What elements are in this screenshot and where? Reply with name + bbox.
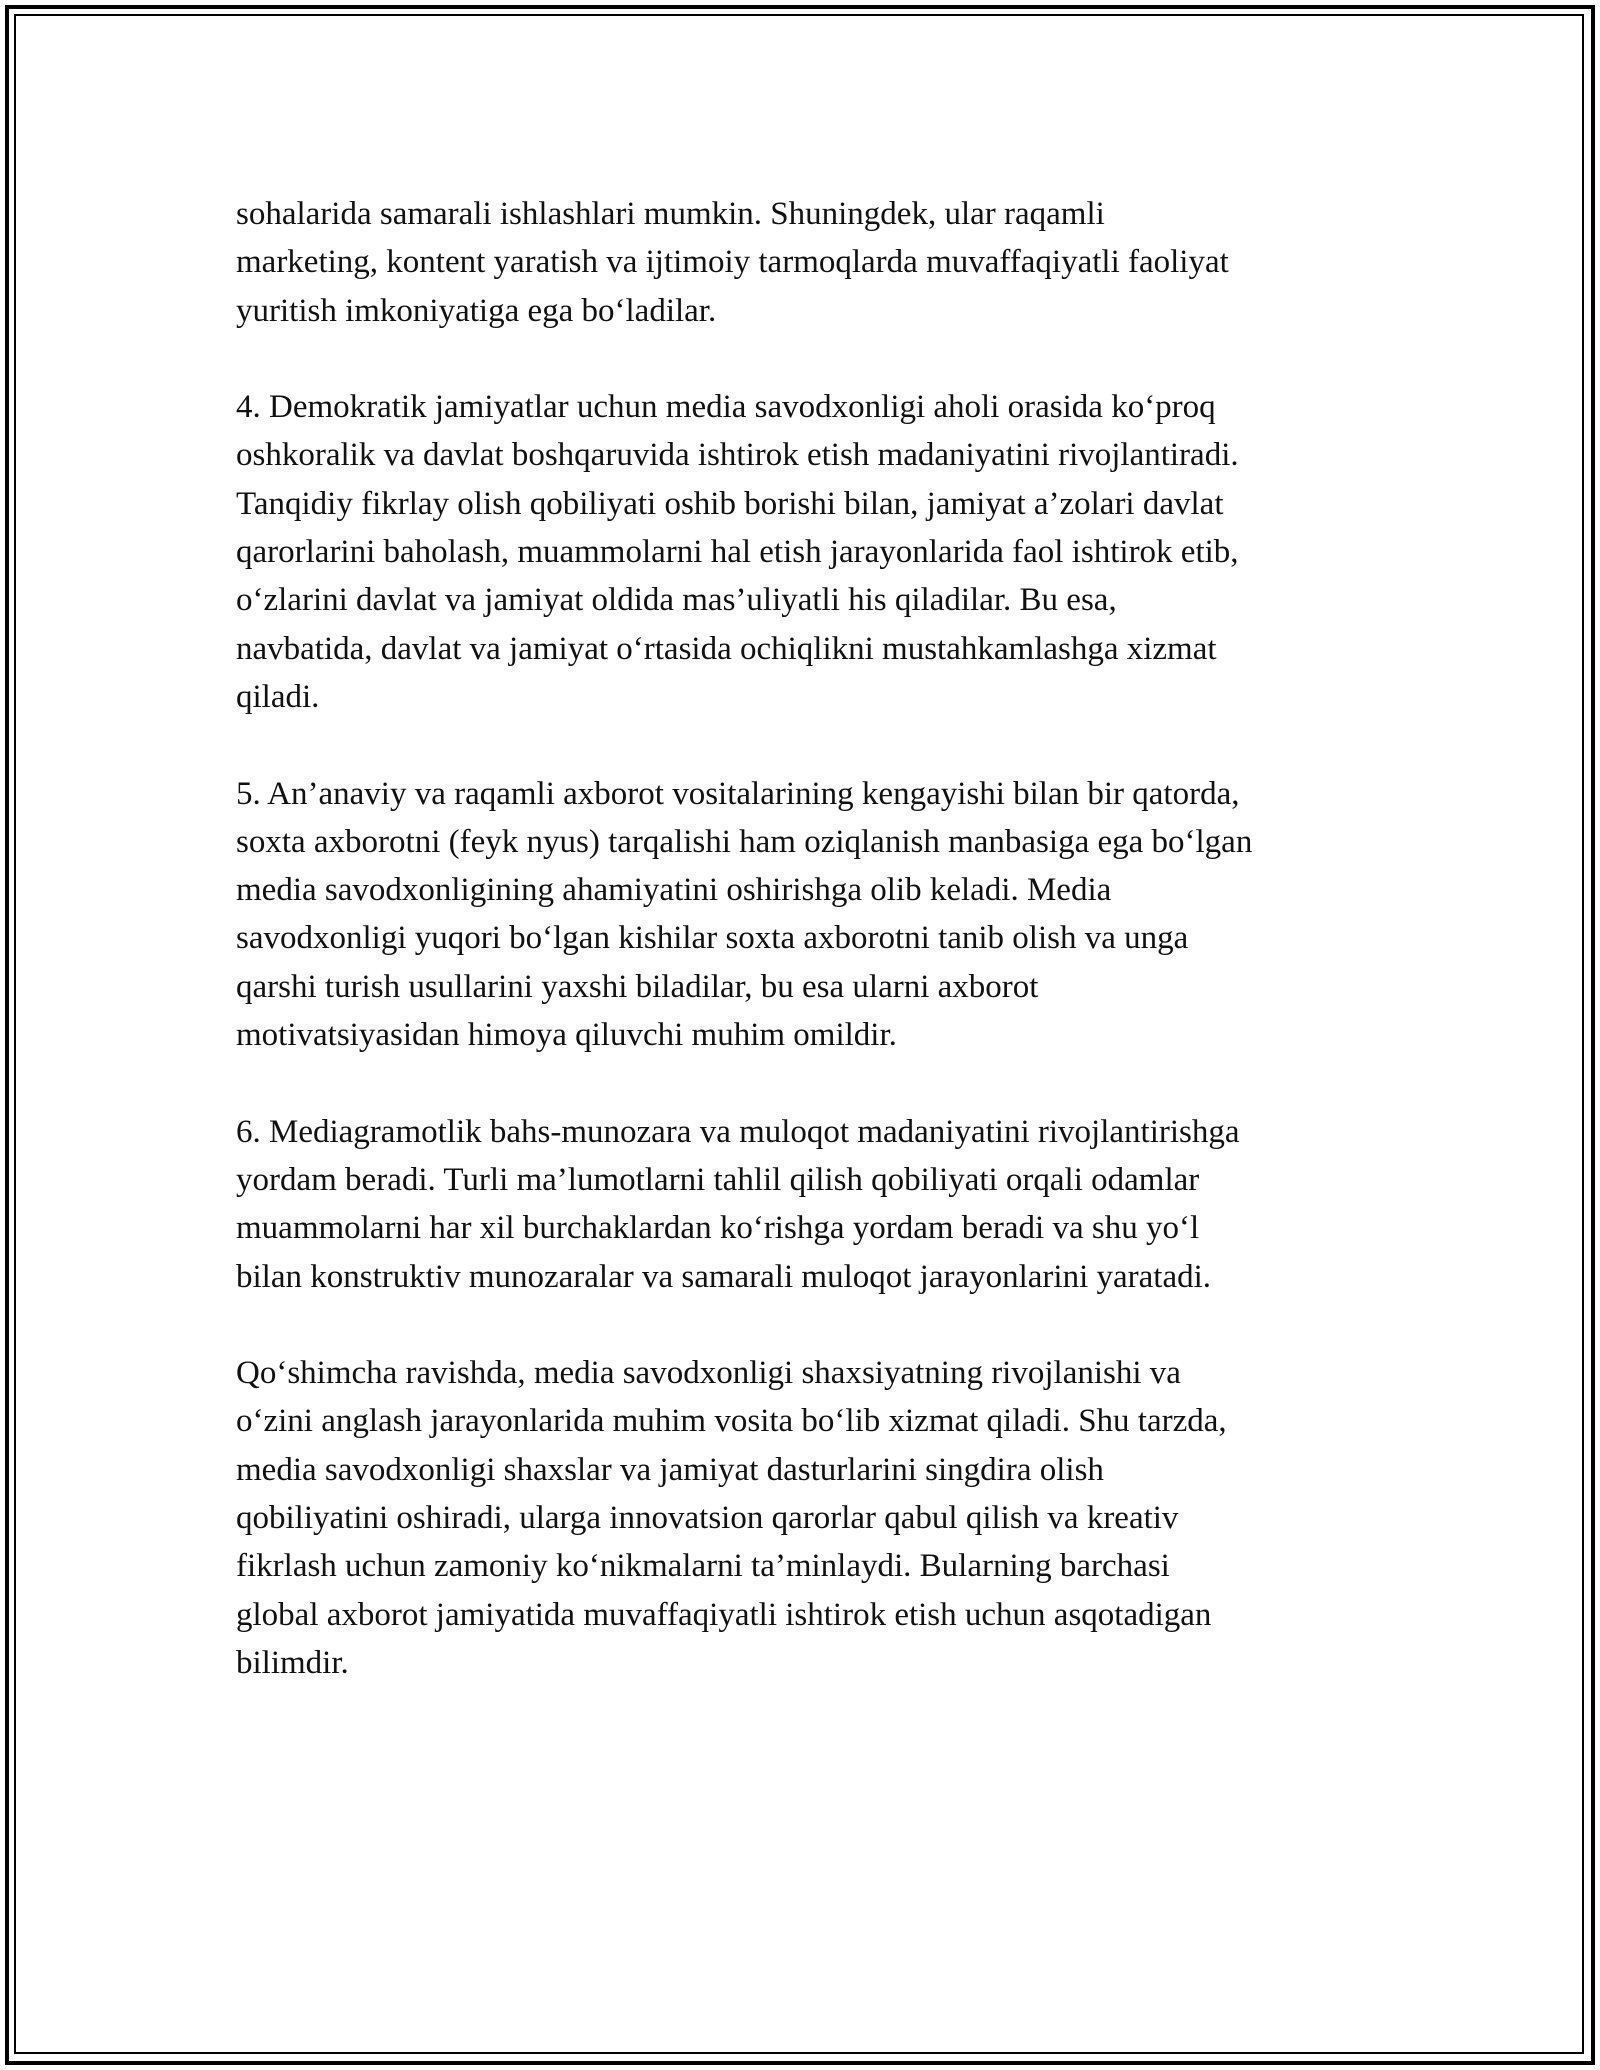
text-line: global axborot jamiyatida muvaffaqiyatli ishtirok etish uchun asqotadigan [236,1596,1212,1633]
text-line: qiladi. [236,678,320,715]
text-line: qarshi turish usullarini yaxshi biladilar, bu esa ularni axborot [236,968,1039,1005]
text-line: qobiliyatini oshiradi, ularga innovatsion qarorlar qabul qilish va kreativ [236,1500,1179,1537]
text-line: bilimdir. [236,1644,349,1681]
paragraph-point-5 [236,770,1376,1060]
text-line: motivatsiyasidan himoya qiluvchi muhim omildir. [236,1017,897,1054]
text-line: qarorlarini baholash, muammolarni hal etish jarayonlarida faol ishtirok etib, [236,534,1239,571]
paragraph-point-6 [236,1108,1376,1301]
text-line: bilan konstruktiv munozaralar va samarali muloqot jarayonlarini yaratadi. [236,1258,1212,1295]
text-line: media savodxonligi shaxslar va jamiyat dasturlarini singdira olish [236,1451,1104,1488]
text-line: 5. An’anaviy va raqamli axborot vositalarining kengayishi bilan bir qatorda, [236,775,1240,812]
text-line: fikrlash uchun zamoniy ko‘nikmalarni ta’minlaydi. Bularning barchasi [236,1548,1170,1585]
text-line: sohalarida samarali ishlashlari mumkin. Shuningdek, ular raqamli [236,196,1105,232]
text-line: o‘zlarini davlat va jamiyat oldida mas’uliyatli his qiladilar. Bu esa, [236,582,1117,619]
paragraph-continuation [236,190,1376,335]
text-line: o‘zini anglash jarayonlarida muhim vosita bo‘lib xizmat qiladi. Shu tarzda, [236,1403,1227,1440]
text-line: savodxonligi yuqori bo‘lgan kishilar soxta axborotni tanib olish va unga [236,920,1189,957]
text-line: 6. Mediagramotlik bahs-munozara va muloqot madaniyatini rivojlantirishga [236,1113,1240,1150]
text-line: soxta axborotni (feyk nyus) tarqalishi ham oziqlanish manbasiga ega bo‘lgan [236,823,1253,860]
text-line: navbatida, davlat va jamiyat o‘rtasida ochiqlikni mustahkamlashga xizmat [236,630,1217,667]
text-line: yordam beradi. Turli ma’lumotlarni tahlil qilish qobiliyati orqali odamlar [236,1161,1200,1198]
text-line: muammolarni har xil burchaklardan ko‘rishga yordam beradi va shu yo‘l [236,1210,1200,1247]
paragraph-conclusion [236,1349,1376,1687]
text-line: marketing, kontent yaratish va ijtimoiy tarmoqlarda muvaffaqiyatli faoliyat [236,244,1229,281]
text-line: 4. Demokratik jamiyatlar uchun media savodxonligi aholi orasida ko‘proq [236,389,1216,426]
text-line: media savodxonligining ahamiyatini oshirishga olib keladi. Media [236,872,1112,909]
paragraph-point-4 [236,383,1376,721]
text-line: oshkoralik va davlat boshqaruvida ishtirok etish madaniyatini rivojlantiradi. [236,437,1239,474]
text-line: Qo‘shimcha ravishda, media savodxonligi shaxsiyatning rivojlanishi va [236,1355,1181,1392]
text-line: yuritish imkoniyatiga ega bo‘ladilar. [236,292,717,329]
document-body [236,190,1376,1736]
text-line: Tanqidiy fikrlay olish qobiliyati oshib borishi bilan, jamiyat a’zolari davlat [236,485,1224,522]
